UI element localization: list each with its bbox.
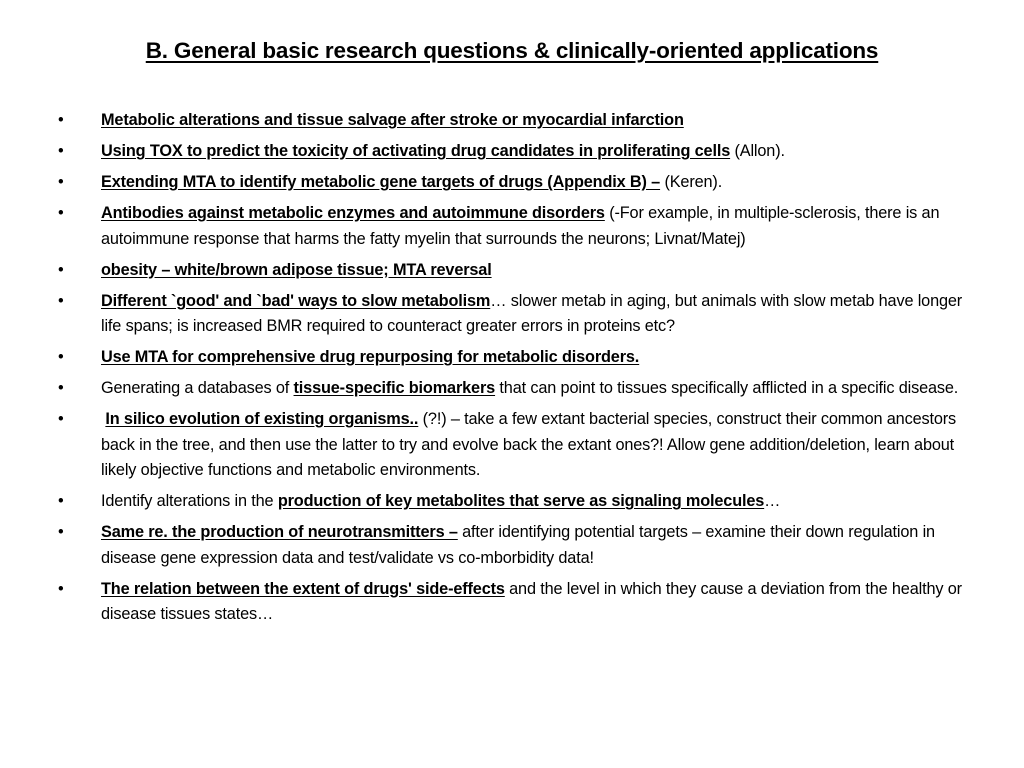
bullet-text-emphasis: Antibodies against metabolic enzymes and autoimmune disorders [101,204,605,222]
bullet-item [58,201,970,252]
bullet-icon: • [58,379,64,397]
bullet-icon: • [58,173,64,191]
bullet-text-emphasis: obesity – white/brown adipose tissue; MTA reversal [101,260,492,279]
bullet-icon: • [58,111,64,129]
bullet-text-emphasis: tissue-specific biomarkers [293,379,496,397]
bullet-item [58,139,970,165]
bullet-text-emphasis: In silico evolution of existing organisms.. [105,410,419,428]
bullet-item [58,170,970,196]
bullet-item [58,520,970,571]
bullet-item [58,577,970,628]
slide-title: B. General basic research questions & clinically-oriented applications [145,38,879,63]
bullet-text-emphasis: Same re. the production of neurotransmitters – [101,523,458,541]
bullet-item [58,345,970,371]
bullet-icon: • [58,291,64,310]
bullet-text-post: (-For example, in multiple-sclerosis, there is an autoimmune response that harms the fatty myelin that surrounds the neurons; Livnat/Matej) [101,204,940,248]
bullet-text-emphasis: Use MTA for comprehensive drug repurposing for metabolic disorders. [101,348,640,366]
bullet-item [58,489,970,515]
bullet-text-emphasis: The relation between the extent of drugs' side-effects [101,579,505,598]
bullet-text-post: (Allon). [730,142,785,160]
bullet-icon: • [58,348,64,366]
bullet-text-emphasis: production of key metabolites that serve as signaling molecules [277,492,765,510]
bullet-text-emphasis: Metabolic alterations and tissue salvage after stroke or myocardial infarction [101,111,684,129]
bullet-text-emphasis: Extending MTA to identify metabolic gene targets of drugs (Appendix B) – [101,173,661,191]
bullet-item [58,407,970,484]
bullet-icon: • [58,579,64,598]
bullet-text-pre: Identify alterations in the [101,492,278,510]
bullet-text-emphasis: Different `good' and `bad' ways to slow metabolism [101,291,491,310]
bullet-icon: • [58,492,64,510]
bullet-item [58,108,970,134]
bullet-icon: • [58,410,64,428]
bullet-text-pre: Generating a databases of [101,379,294,397]
bullet-icon: • [58,523,64,541]
bullet-text-post: … slower metab in aging, but animals with slow metab have longer life spans; is increased BMR required to counteract greater errors in proteins etc? [101,291,963,335]
bullet-text-post: (?!) – take a few extant bacterial species, construct their common ancestors back in the tree, and then use the latter to try and evolve back the extant ones?! Allow gene addition/deletion, learn about likely objective functions and metabolic environments. [101,410,957,479]
bullet-text-post: and the level in which they cause a deviation from the healthy or disease tissues states… [101,579,962,623]
bullet-text-post: after identifying potential targets – examine their down regulation in disease gene expression data and test/validate vs co-mborbidity data! [101,523,935,567]
bullet-text-post: that can point to tissues specifically afflicted in a specific disease. [495,379,959,397]
bullet-item [58,376,970,402]
bullet-list [58,108,970,633]
bullet-item [58,289,970,340]
bullet-icon: • [58,204,64,222]
bullet-icon: • [58,260,64,279]
bullet-icon: • [58,142,64,160]
bullet-text-post: … [764,492,781,510]
bullet-text-post: (Keren). [660,173,723,191]
bullet-item [58,258,970,284]
bullet-text-emphasis: Using TOX to predict the toxicity of activating drug candidates in proliferating cells [101,142,731,160]
